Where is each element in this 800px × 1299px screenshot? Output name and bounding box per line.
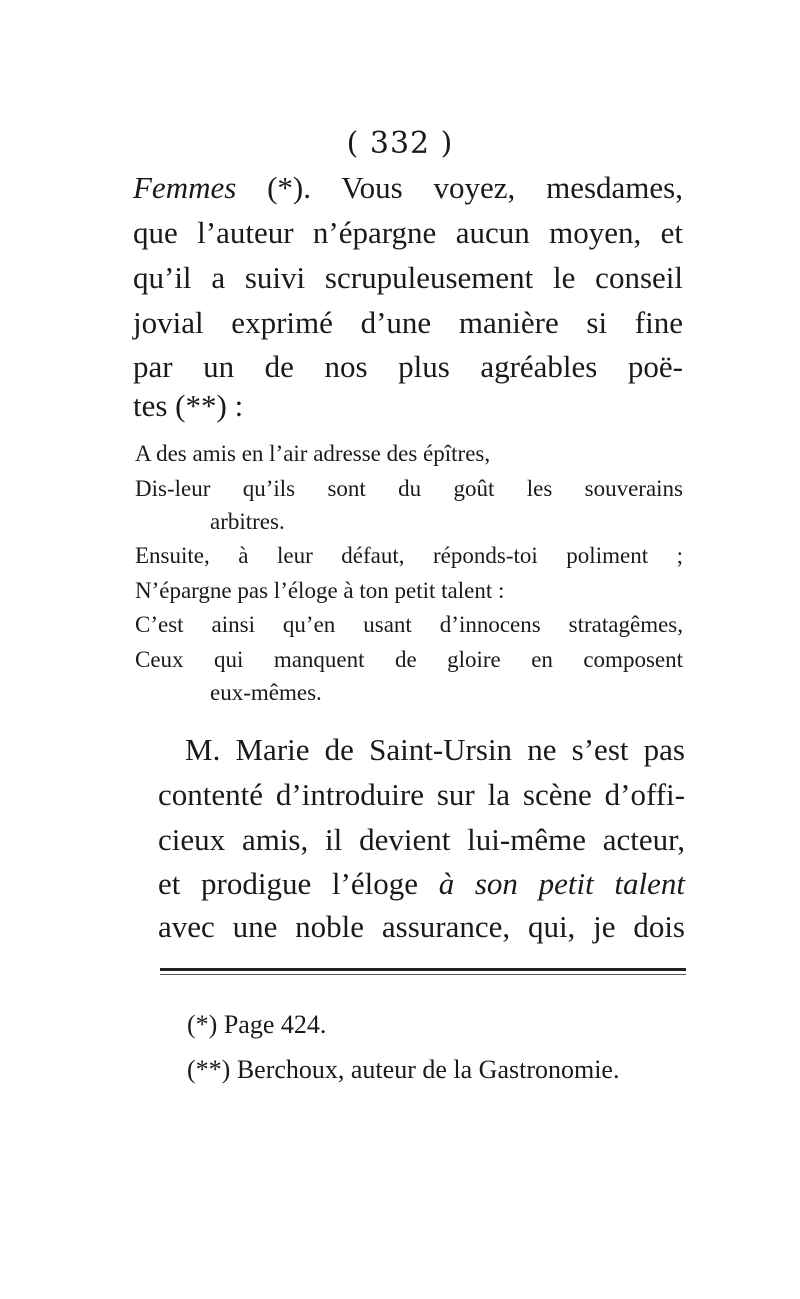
text-line: contenté d’introduire sur la scène d’offi-: [158, 777, 685, 812]
verse-line-continuation: eux-mêmes.: [210, 680, 322, 705]
text-line: [133, 170, 683, 206]
page-number: ( 332 ): [346, 126, 454, 161]
italic-phrase: à son petit talent: [438, 866, 685, 901]
text-line: cieux amis, il devient lui-même acteur,: [158, 822, 685, 857]
text-span: (*). Vous voyez, mesdames,: [236, 170, 683, 205]
verse-line: N’épargne pas l’éloge à ton petit talent :: [135, 578, 505, 603]
text-line: avec une noble assurance, qui, je dois: [158, 909, 685, 944]
italic-word: Femmes: [133, 170, 237, 205]
verse-line: C’est ainsi qu’en usant d’innocens stratagêmes,: [135, 612, 683, 637]
footnote: (**) Berchoux, auteur de la Gastronomie.: [187, 1055, 620, 1084]
verse-line: Ensuite, à leur défaut, réponds-toi poliment ;: [135, 543, 683, 568]
text-line: M. Marie de Saint-Ursin ne s’est pas: [185, 732, 685, 767]
text-span: et prodigue l’éloge: [158, 866, 439, 901]
text-line: jovial exprimé d’une manière si fine: [133, 305, 683, 340]
text-line: qu’il a suivi scrupuleusement le conseil: [133, 260, 683, 295]
verse-line: Ceux qui manquent de gloire en composent: [135, 647, 683, 672]
verse-line: Dis-leur qu’ils sont du goût les souverains: [135, 476, 683, 501]
footnote-divider-thin: [160, 974, 686, 975]
text-line: tes (**) :: [133, 388, 244, 423]
verse-line-continuation: arbitres.: [210, 509, 285, 534]
text-line: par un de nos plus agréables poë-: [133, 349, 683, 384]
footnote: (*) Page 424.: [187, 1010, 327, 1039]
verse-line: A des amis en l’air adresse des épîtres,: [135, 441, 491, 466]
footnote-divider: [160, 968, 686, 971]
text-line: que l’auteur n’épargne aucun moyen, et: [133, 215, 683, 250]
text-line: [158, 866, 685, 902]
